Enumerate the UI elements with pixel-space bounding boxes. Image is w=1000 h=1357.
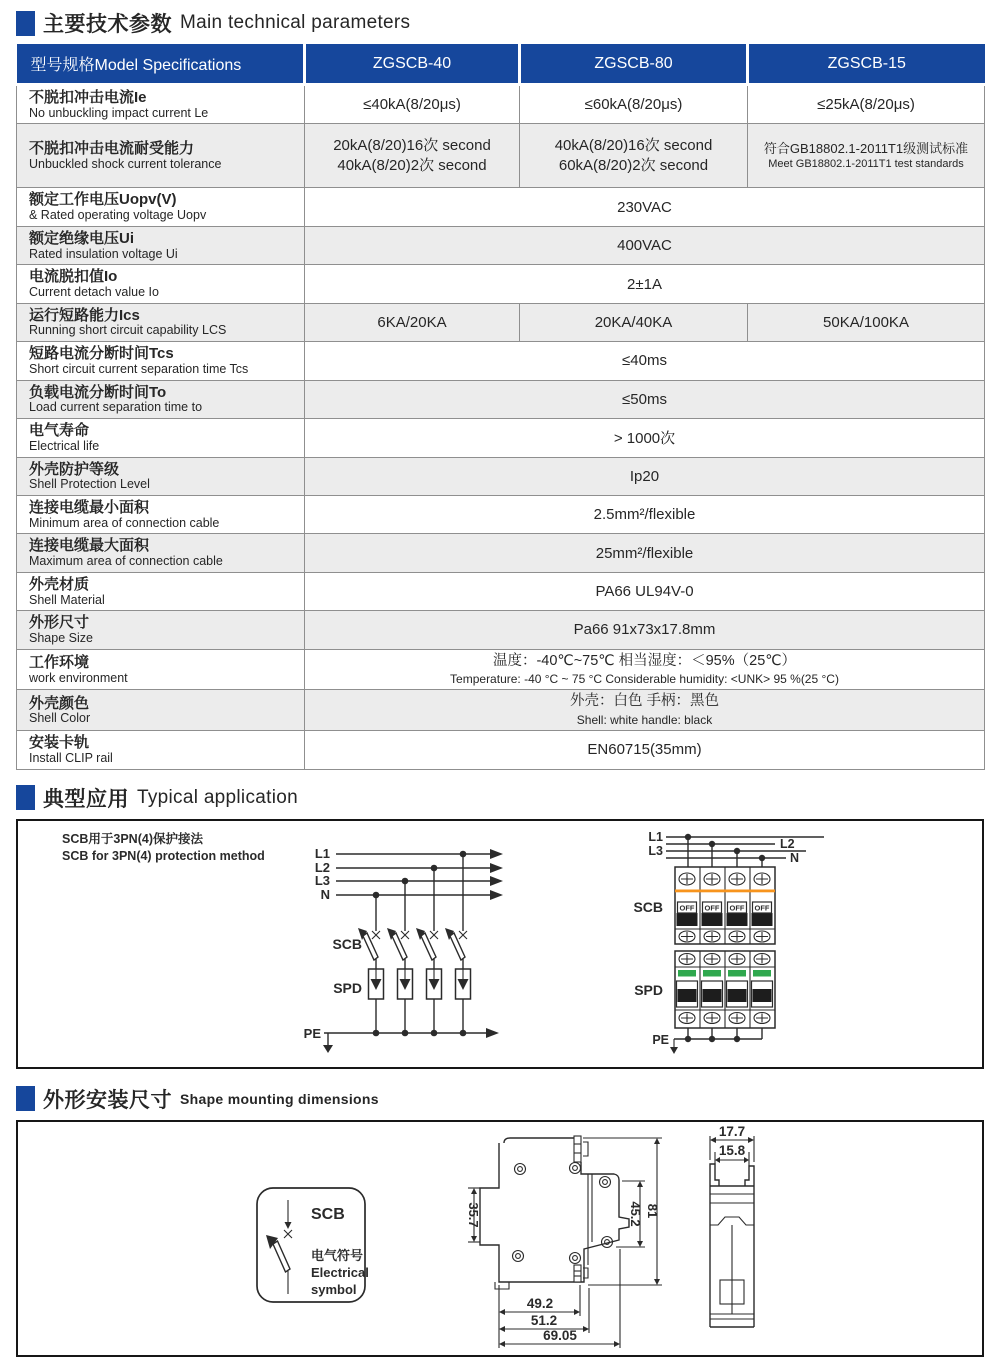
spec-label-cell: 外壳材质 Shell Material [17,572,305,610]
label-spd: SPD [634,981,663,998]
spec-value-cell: 40kA(8/20)16次 second 60kA(8/20)2次 second [520,124,748,188]
spec-value-cell: ≤25kA(8/20μs) [748,85,985,124]
side-screws [513,1162,613,1263]
spec-value-cell: ≤60kA(8/20μs) [520,85,748,124]
spec-table [16,44,985,770]
col-zgscb-80: ZGSCB-80 [520,44,748,85]
electrical-symbol-card [257,1188,369,1302]
spec-label-cell: 额定工作电压Uopv(V) & Rated operating voltage Uopv [17,188,305,226]
symbol-en1: Electrical [311,1264,369,1280]
off-label: OFF [679,903,695,913]
label-scb: SCB [633,898,663,915]
note-zh: SCB用于3PN(4)保护接法 [62,831,203,846]
dimension-drawing [18,1122,982,1355]
svg-text:35.7: 35.7 [466,1201,481,1228]
spec-value-cell: 50KA/100KA [748,303,985,341]
label-spd: SPD [333,979,362,996]
table-row [17,690,985,731]
col-zgscb-40: ZGSCB-40 [305,44,520,85]
table-row [17,265,985,303]
bottom-terminal [574,1174,592,1282]
side-view [466,1136,662,1348]
spec-value-cell: 外壳：白色 手柄：黑色 Shell: white handle: black [305,690,985,731]
spec-label-cell: 不脱扣冲击电流Ie No unbuckling impact current Le [17,85,305,124]
table-row [17,457,985,495]
din-clip [495,1282,509,1289]
spec-value-cell: Pa66 91x73x17.8mm [305,611,985,649]
section-title-en: Shape mounting dimensions [180,1090,379,1107]
symbol-title: SCB [311,1205,345,1223]
spec-value-cell: PA66 UL94V-0 [305,572,985,610]
label-pe: PE [652,1032,669,1047]
typical-application-panel [16,819,984,1069]
label-pe: PE [303,1025,321,1041]
spec-value-cell: ≤40kA(8/20μs) [305,85,520,124]
spec-label-cell: 电气寿命 Electrical life [17,419,305,457]
physical-wiring [633,830,824,1054]
table-row [17,342,985,380]
spec-value-cell: 400VAC [305,226,985,264]
label-l3: L3 [314,872,330,888]
spec-label-cell: 不脱扣冲击电流耐受能力 Unbuckled shock current tolerance [17,124,305,188]
spec-value-cell: ≤40ms [305,342,985,380]
off-label: OFF [729,903,745,913]
line-arrowheads [486,849,503,1038]
table-row [17,124,985,188]
spec-label-cell: 外壳防护等级 Shell Protection Level [17,457,305,495]
section-bullet-icon [16,1086,35,1111]
svg-text:45.2: 45.2 [628,1200,643,1227]
spec-value-cell: 20kA(8/20)16次 second 40kA(8/20)2次 second [305,124,520,188]
svg-text:51.2: 51.2 [530,1312,558,1328]
spec-label-cell: 安装卡轨 Install CLIP rail [17,731,305,769]
spec-value-cell: 230VAC [305,188,985,226]
spec-value-cell: > 1000次 [305,419,985,457]
off-label: OFF [754,903,770,913]
svg-text:17.7: 17.7 [718,1123,746,1139]
spec-value-cell: 2.5mm²/flexible [305,495,985,533]
off-label: OFF [704,903,720,913]
spec-label-cell: 工作环境 work environment [17,649,305,690]
table-row [17,419,985,457]
dim-45-2 [616,1181,645,1247]
svg-text:81: 81 [645,1203,660,1218]
col-zgscb-15: ZGSCB-15 [748,44,985,85]
col-model-specs: 型号规格Model Specifications [17,44,305,85]
table-row [17,303,985,341]
label-n: N [790,850,800,865]
table-row [17,611,985,649]
section-title-zh: 主要技术参数 [43,13,172,36]
label-l3: L3 [648,843,663,858]
spec-value-cell: ≤50ms [305,380,985,418]
section-main-parameters [16,8,1000,38]
table-row [17,534,985,572]
section-title-en: Typical application [137,786,298,808]
spec-label-cell: 额定绝缘电压Ui Rated insulation voltage Ui [17,226,305,264]
svg-text:69.05: 69.05 [543,1327,577,1343]
scb-device [675,867,775,944]
schematic-3pn4 [62,831,503,1053]
dim-15-8 [715,1143,749,1166]
dim-69-05 [499,1249,620,1348]
spec-value-cell: 25mm²/flexible [305,534,985,572]
spec-label-cell: 外形尺寸 Shape Size [17,611,305,649]
top-terminal [574,1136,588,1162]
table-row [17,85,985,124]
table-row [17,226,985,264]
table-row [17,731,985,769]
label-scb: SCB [332,935,362,952]
orange-strip [675,889,775,892]
note-en: SCB for 3PN(4) protection method [62,848,265,863]
label-l2: L2 [780,836,795,851]
section-typical-application [16,783,1000,813]
table-row [17,495,985,533]
spd-device [675,951,775,1028]
spec-label-cell: 连接电缆最小面积 Minimum area of connection cable [17,495,305,533]
application-diagram [18,821,982,1067]
table-row [17,380,985,418]
table-header-row [17,44,985,85]
front-view [710,1124,754,1327]
spd-symbols [369,969,471,999]
table-row [17,649,985,690]
table-row [17,188,985,226]
symbol-en2: symbol [311,1281,357,1297]
dim-81 [583,1138,662,1285]
section-title-zh: 典型应用 [43,787,129,811]
svg-text:49.2: 49.2 [526,1295,554,1311]
spec-label-cell: 外壳颜色 Shell Color [17,690,305,731]
spec-label-cell: 短路电流分断时间Tcs Short circuit current separation time Tcs [17,342,305,380]
section-bullet-icon [16,11,35,36]
dim-35-7 [466,1188,481,1242]
spec-label-cell: 连接电缆最大面积 Maximum area of connection cable [17,534,305,572]
pe-ground-arrow [323,1033,333,1053]
label-l2: L2 [314,859,330,875]
mounting-dimensions-panel [16,1120,984,1357]
table-row [17,572,985,610]
spec-label-cell: 运行短路能力Ics Running short circuit capability LCS [17,303,305,341]
section-bullet-icon [16,785,35,810]
pe-ground-symbol [670,1039,678,1054]
spec-label-cell: 负载电流分断时间To Load current separation time to [17,380,305,418]
spec-value-cell: 20KA/40KA [520,303,748,341]
section-mounting-dimensions [16,1084,1000,1114]
section-title-zh: 外形安装尺寸 [43,1088,172,1112]
spec-value-cell: EN60715(35mm) [305,731,985,769]
branches [358,850,471,1036]
section-title-en: Main technical parameters [180,12,411,33]
spec-value-cell: 符合GB18802.1-2011T1级测试标准 Meet GB18802.1-2011T1 test standards [748,124,985,188]
symbol-zh: 电气符号 [311,1247,364,1263]
spec-value-cell: Ip20 [305,457,985,495]
spec-value-cell: 温度：-40℃~75℃ 相当湿度：＜95%（25℃） Temperature: -40 °C ~ 75 °C Considerable humidity: <UNK> 95 %(25 °C) [305,649,985,690]
label-l1: L1 [648,829,663,844]
spec-label-cell: 电流脱扣值Io Current detach value Io [17,265,305,303]
spec-value-cell: 6KA/20KA [305,303,520,341]
label-n: N [320,886,330,902]
label-l1: L1 [314,845,330,861]
spec-value-cell: 2±1A [305,265,985,303]
svg-text:15.8: 15.8 [718,1142,746,1158]
